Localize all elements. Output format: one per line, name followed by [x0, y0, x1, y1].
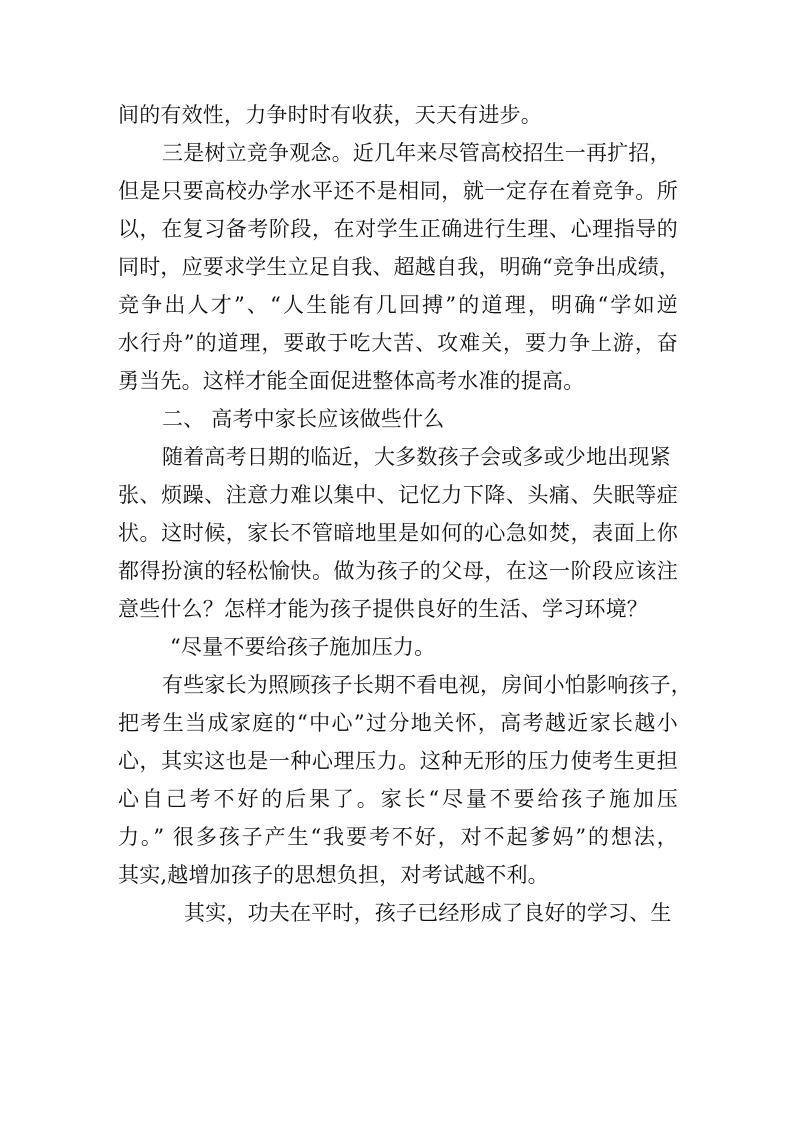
- text-line-4: 以，在复习备考阶段，在对学生正确进行生理、心理指导的: [118, 217, 678, 241]
- text-line-22: 其实，功夫在平时，孩子已经形成了良好的学习、生: [184, 901, 672, 925]
- text-line-3: 但是只要高校办学水平还不是相同，就一定存在着竞争。所: [118, 179, 678, 203]
- text-line-18: 心，其实这也是一种心理压力。这种无形的压力使考生更担: [118, 749, 678, 773]
- text-line-5: 同时，应要求学生立足自我、超越自我，明确“竞争出成绩，: [118, 255, 681, 279]
- text-line-13: 都得扮演的轻松愉快。做为孩子的父母，在这一阶段应该注: [118, 559, 678, 583]
- text-line-15: “尽量不要给孩子施加压力。: [170, 635, 436, 659]
- text-line-12: 状。这时候，家长不管暗地里是如何的心急如焚，表面上你: [118, 521, 678, 545]
- section-heading: 二、 高考中家长应该做些什么: [162, 407, 445, 431]
- text-line-11: 张、烦躁、注意力难以集中、记忆力下降、头痛、失眠等症: [118, 483, 678, 507]
- text-line-10: 随着高考日期的临近，大多数孩子会或多或少地出现紧: [162, 445, 671, 469]
- text-line-6: 竞争出人才”、“人生能有几回搏”的道理，明确“学如逆: [118, 293, 678, 317]
- text-line-2: 三是树立竞争观念。近几年来尽管高校招生一再扩招，: [162, 141, 671, 165]
- text-line-19: 心自己考不好的后果了。家长“尽量不要给孩子施加压: [118, 787, 678, 811]
- text-line-14: 意些什么？怎样才能为孩子提供良好的生活、学习环境？: [118, 597, 648, 621]
- text-line-1: 间的有效性，力争时时有收获，天天有进步。: [118, 103, 542, 127]
- text-line-8: 勇当先。这样才能全面促进整体高考水准的提高。: [118, 369, 585, 393]
- text-line-16: 有些家长为照顾孩子长期不看电视，房间小怕影响孩子，: [162, 673, 692, 697]
- text-line-7: 水行舟”的道理，要敢于吃大苦、攻难关，要力争上游，奋: [118, 331, 678, 355]
- text-line-17: 把考生当成家庭的“中心”过分地关怀，高考越近家长越小: [118, 711, 678, 735]
- text-line-21: 其实,越增加孩子的思想负担，对考试越不利。: [118, 863, 549, 887]
- document-body: [118, 96, 692, 932]
- text-line-20: 力。” 很多孩子产生“我要考不好，对不起爹妈”的想法，: [118, 825, 678, 849]
